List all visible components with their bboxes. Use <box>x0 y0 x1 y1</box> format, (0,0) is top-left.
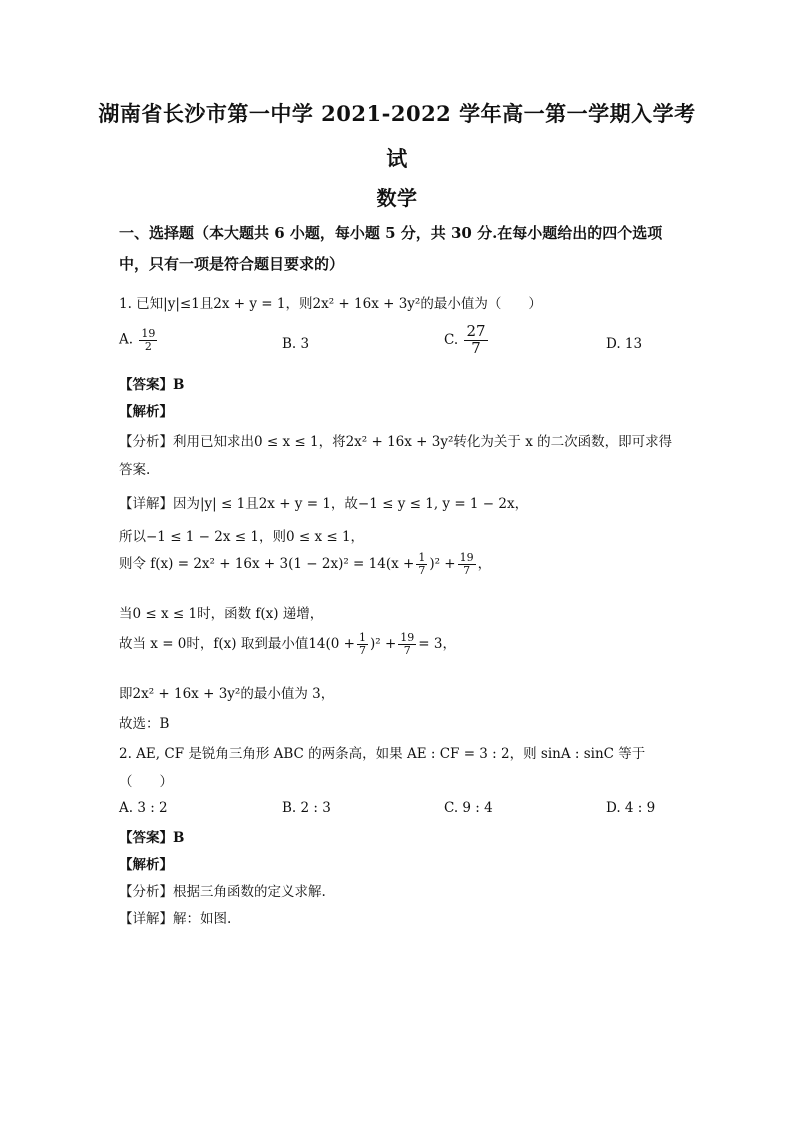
q1-detail5-f1-denominator: 7 <box>358 644 366 657</box>
q1-option-c-label: C. <box>444 331 459 348</box>
q1-detail3-f1-denominator: 7 <box>418 564 426 577</box>
q1-detail5-f2-numerator: 19 <box>400 631 415 645</box>
q1-analysis-tag: 【解析】 <box>119 404 173 420</box>
q1-detail3-f2-numerator: 19 <box>459 551 474 565</box>
section1-heading-line1: 一、选择题（本大题共 6 小题，每小题 5 分，共 30 分.在每小题给出的四个选项 <box>119 224 663 242</box>
q1-option-a-fraction <box>139 328 157 352</box>
q1-detail-line3 <box>119 552 491 577</box>
q2-stem: 2. AE, CF 是锐角三角形 ABC 的两条高，如果 AE : CF = 3 : 2，则 sinA : sinC 等于 <box>119 746 646 762</box>
q1-analysis-line2: 答案. <box>119 462 151 478</box>
q1-detail3-f1-numerator: 1 <box>418 551 426 565</box>
q1-detail-line2: 所以−1 ≤ 1 − 2x ≤ 1，则0 ≤ x ≤ 1， <box>119 529 365 545</box>
q1-detail5-text-mid: )² + <box>369 636 397 652</box>
q2-stem-paren: （ ） <box>119 774 173 790</box>
q1-option-a-label: A. <box>119 331 134 348</box>
q1-detail3-fraction1 <box>416 552 427 576</box>
q1-detail5-text-pre: 故当 x = 0时，f(x) 取到最小值14(0 + <box>119 636 355 652</box>
section1-heading-line2: 中，只有一项是符合题目要求的） <box>119 255 345 273</box>
q1-option-a <box>119 328 159 352</box>
document-title-line1: 湖南省长沙市第一中学 2021-2022 学年高一第一学期入学考 <box>98 101 696 126</box>
q1-option-c-fraction <box>464 324 487 357</box>
q2-option-b: B. 2 : 3 <box>282 800 331 816</box>
document-title-line2: 试 <box>386 146 408 171</box>
q1-detail-line5 <box>119 632 456 657</box>
q1-analysis-line1: 【分析】利用已知求出0 ≤ x ≤ 1，将2x² + 16x + 3y²转化为关于 x 的二次函数，即可求得 <box>119 434 673 450</box>
q1-option-a-denominator: 2 <box>144 339 152 353</box>
q1-detail3-text-pre: 则令 f(x) = 2x² + 16x + 3(1 − 2x)² = 14(x + <box>119 556 415 572</box>
q2-detail: 【详解】解：如图. <box>119 911 232 927</box>
q2-analysis: 【分析】根据三角函数的定义求解. <box>119 884 326 900</box>
q2-option-a: A. 3 : 2 <box>119 800 168 816</box>
q1-option-c-numerator: 27 <box>466 322 486 340</box>
q1-option-c <box>444 324 490 357</box>
q1-detail5-f2-denominator: 7 <box>403 644 411 657</box>
q1-detail3-fraction2 <box>458 552 476 576</box>
q2-answer: 【答案】B <box>119 830 185 846</box>
q1-choose: 故选：B <box>119 716 170 732</box>
q1-detail5-text-post: = 3， <box>418 636 456 652</box>
q1-answer: 【答案】B <box>119 377 185 393</box>
q1-detail-line4: 当0 ≤ x ≤ 1时，函数 f(x) 递增， <box>119 606 324 622</box>
q2-analysis-tag: 【解析】 <box>119 857 173 873</box>
q1-detail3-text-post: ， <box>477 556 492 572</box>
q1-detail5-fraction1 <box>357 632 368 656</box>
q1-detail-line6: 即2x² + 16x + 3y²的最小值为 3， <box>119 686 335 702</box>
q1-detail5-f1-numerator: 1 <box>358 631 366 645</box>
q1-option-b: B. 3 <box>282 336 310 352</box>
q2-option-d: D. 4 : 9 <box>606 800 656 816</box>
q1-option-a-numerator: 19 <box>141 327 156 340</box>
q1-detail5-fraction2 <box>398 632 416 656</box>
q1-option-c-denominator: 7 <box>471 338 481 357</box>
subject-heading: 数学 <box>376 186 418 210</box>
q1-detail3-text-mid: )² + <box>429 556 456 572</box>
q1-detail-line1: 【详解】因为|y| ≤ 1且2x + y = 1，故−1 ≤ y ≤ 1, y = 1 − 2x， <box>119 496 529 512</box>
q1-stem: 1. 已知|y|≤1且2x + y = 1，则2x² + 16x + 3y²的最小值为（ ） <box>119 296 542 312</box>
q1-option-d: D. 13 <box>606 336 643 352</box>
q2-option-c: C. 9 : 4 <box>444 800 493 816</box>
q1-detail3-f2-denominator: 7 <box>463 564 471 577</box>
